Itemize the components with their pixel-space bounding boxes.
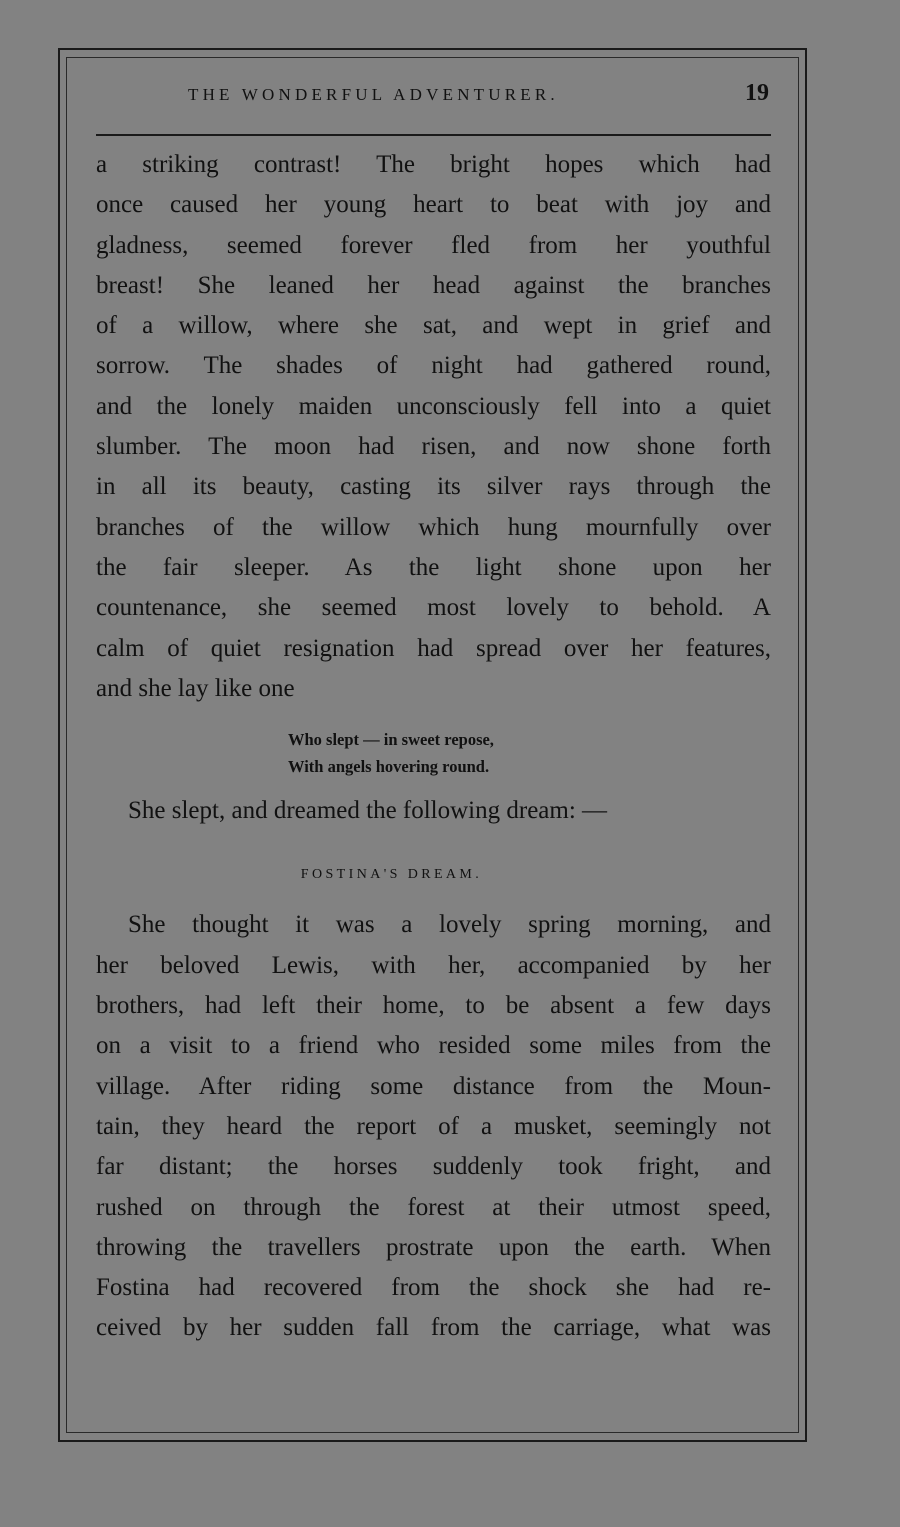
paragraph-1 (96, 145, 771, 709)
text-line: on a visit to a friend who resided some miles from the (96, 1032, 771, 1060)
text-line: Fostina had recovered from the shock she had re- (96, 1274, 771, 1302)
text-line: She thought it was a lovely spring morning, and (128, 911, 771, 939)
header-rule (96, 134, 771, 136)
text-line: branches of the willow which hung mournfully over (96, 513, 771, 541)
text-line: in all its beauty, casting its silver rays through the (96, 473, 771, 501)
text-line: gladness, seemed forever fled from her youthful (96, 231, 771, 259)
text-line: slumber. The moon had risen, and now shone forth (96, 433, 771, 461)
verse-quote (96, 726, 771, 780)
section-heading: FOSTINA'S DREAM. (300, 867, 483, 883)
page-number: 19 (745, 80, 769, 106)
text-line: She slept, and dreamed the following dream: — (128, 797, 608, 825)
page-content (96, 80, 771, 1349)
text-line: sorrow. The shades of night had gathered round, (96, 352, 771, 380)
text-line: throwing the travellers prostrate upon the earth. When (96, 1233, 771, 1261)
text-line: breast! She leaned her head against the branches (96, 271, 771, 299)
text-line: a striking contrast! The bright hopes which had (96, 151, 771, 178)
text-line: rushed on through the forest at their utmost speed, (96, 1193, 771, 1221)
text-line: ceived by her sudden fall from the carriage, what was (96, 1314, 771, 1342)
running-title: THE WONDERFUL ADVENTURER. (188, 85, 559, 104)
running-header (96, 80, 771, 120)
text-line: once caused her young heart to beat with joy and (96, 191, 771, 219)
text-line: brothers, had left their home, to be absent a few days (96, 992, 771, 1020)
text-line: village. After riding some distance from the Moun- (96, 1072, 771, 1100)
text-line: calm of quiet resignation had spread over her features, (96, 634, 771, 662)
text-line: and she lay like one (96, 674, 295, 702)
text-line: far distant; the horses suddenly took fright, and (96, 1153, 771, 1181)
verse-line: With angels hovering round. (288, 757, 490, 777)
text-line: countenance, she seemed most lovely to behold. A (96, 594, 771, 622)
text-line: the fair sleeper. As the light shone upon her (96, 553, 771, 581)
text-line: tain, they heard the report of a musket, seemingly not (96, 1112, 771, 1140)
paragraph-2 (96, 905, 771, 1348)
dream-intro (96, 791, 771, 831)
text-line: her beloved Lewis, with her, accompanied by her (96, 951, 771, 979)
text-line: and the lonely maiden unconsciously fell into a quiet (96, 392, 771, 420)
verse-line: Who slept — in sweet repose, (288, 730, 494, 750)
text-line: of a willow, where she sat, and wept in grief and (96, 312, 771, 340)
